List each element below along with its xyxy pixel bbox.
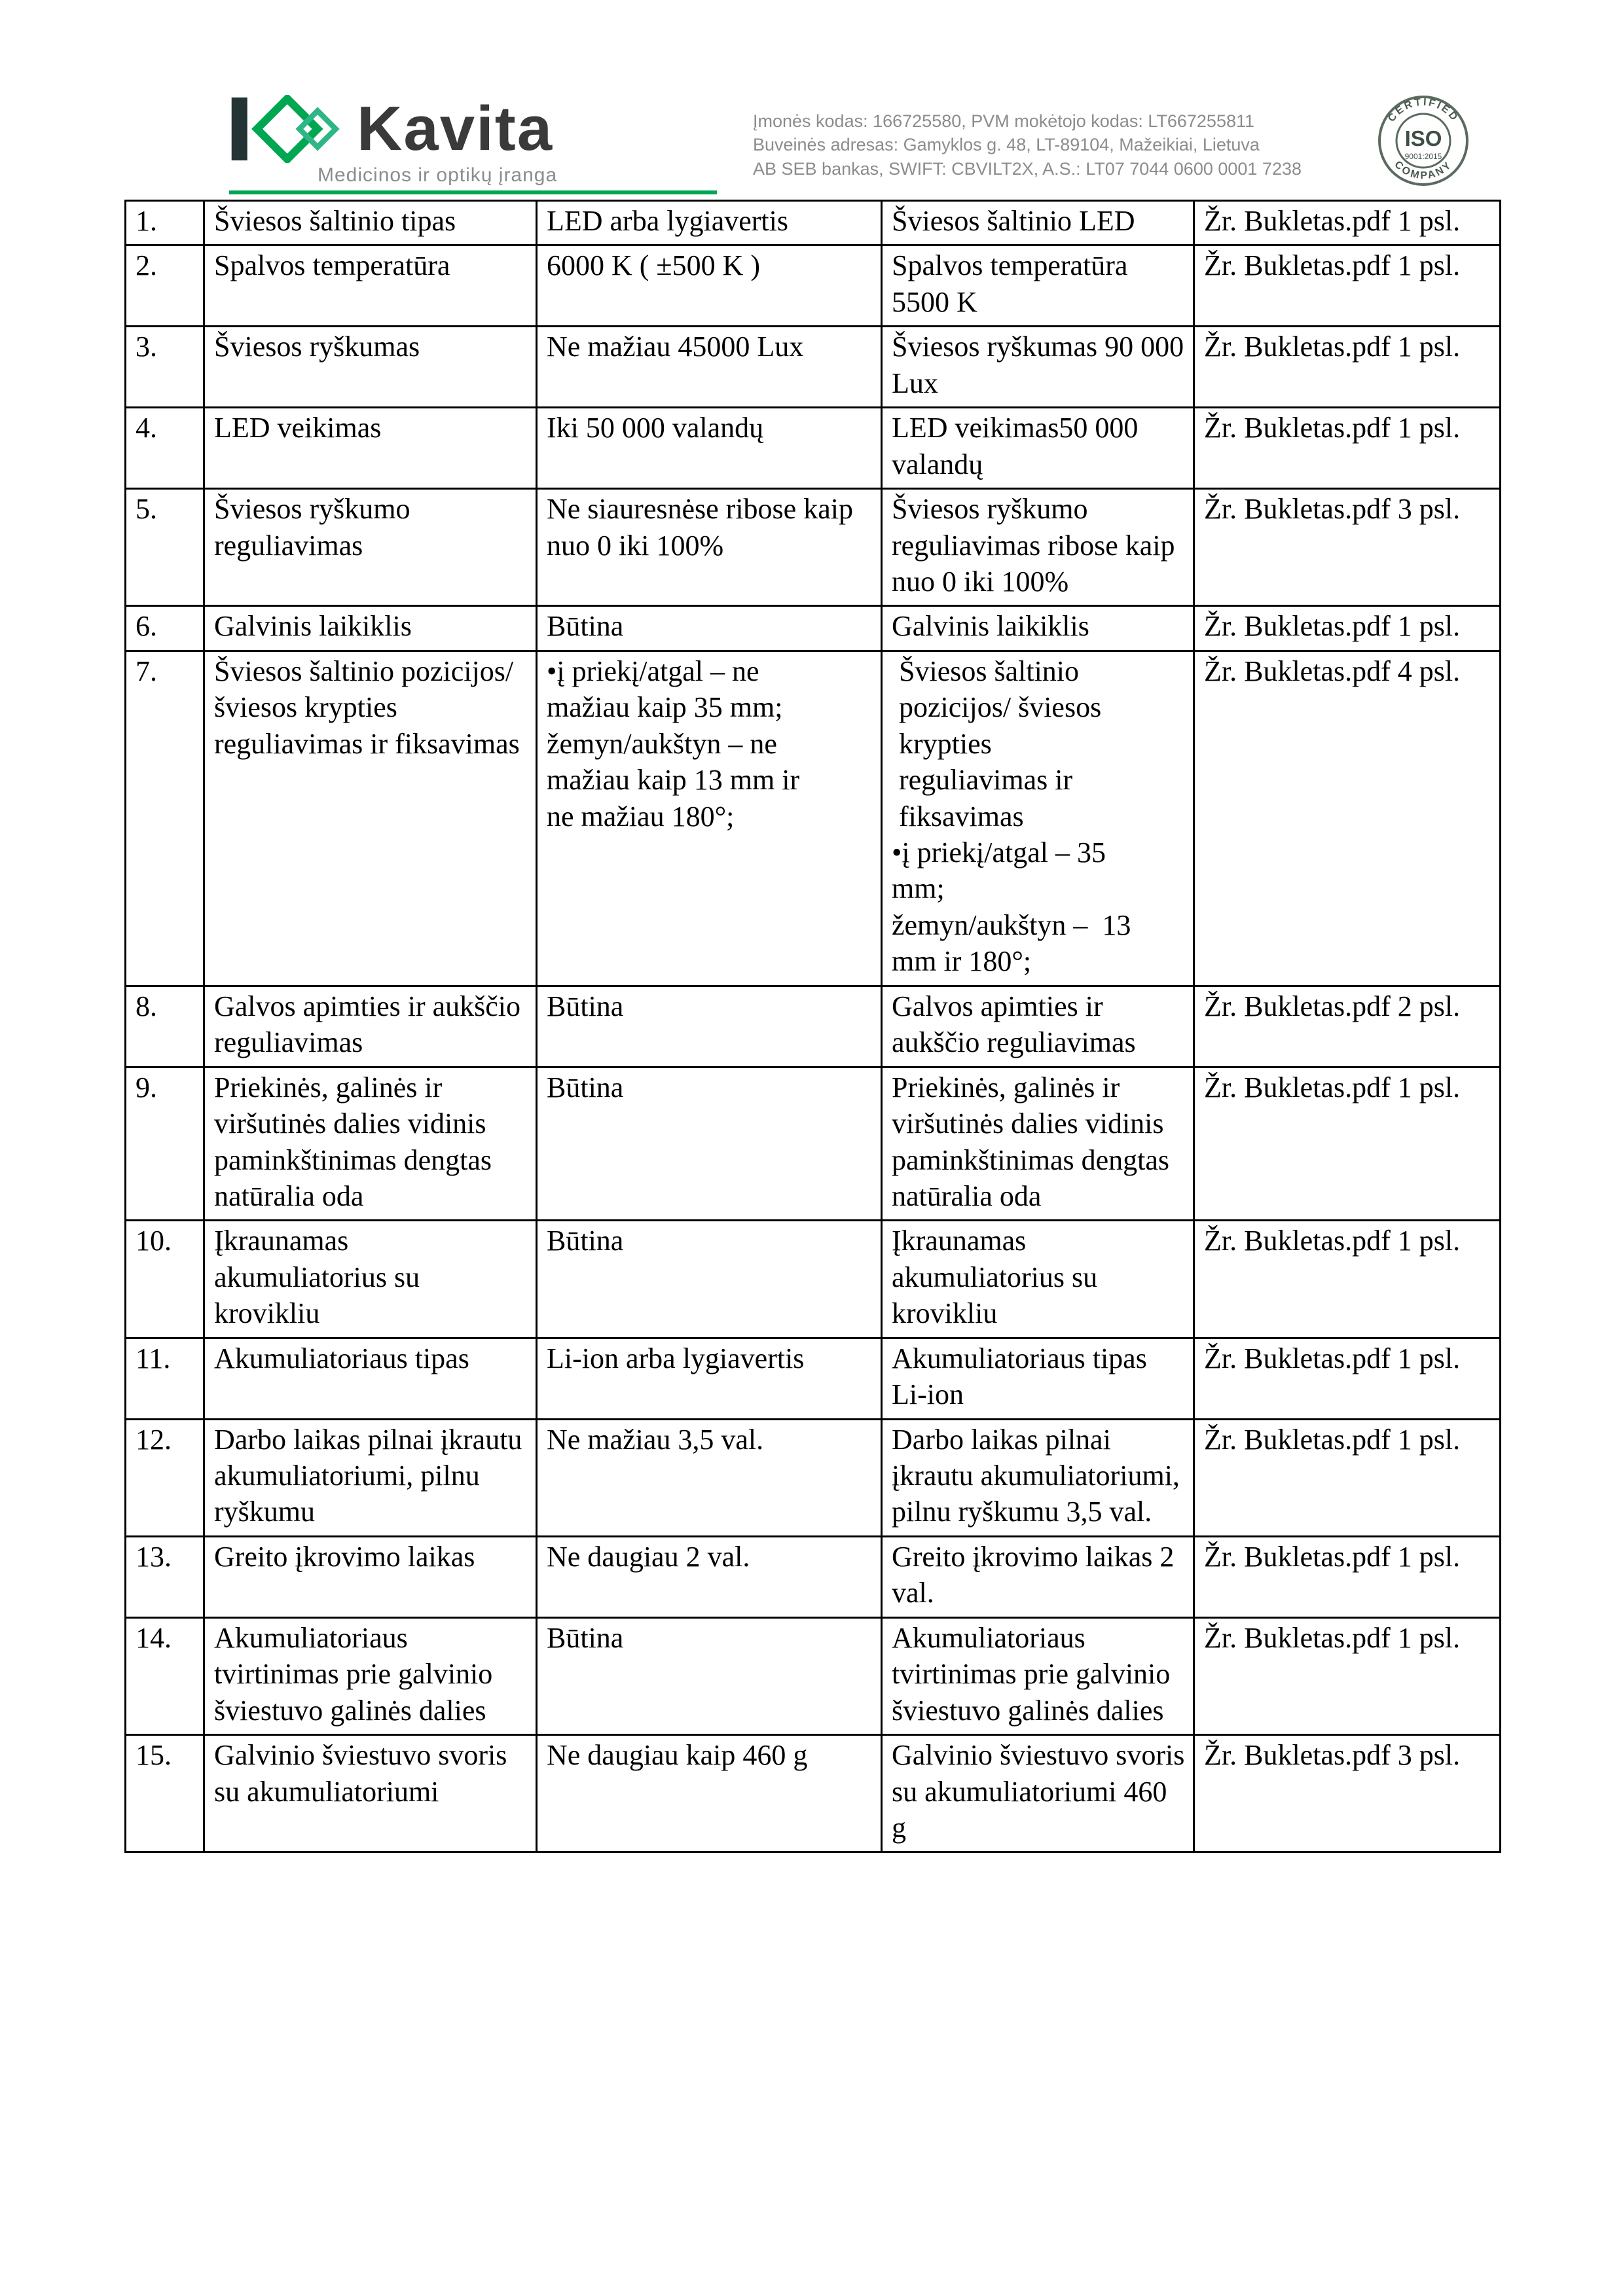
cell-required-value: •į priekį/atgal – ne mažiau kaip 35 mm; žemyn/aukštyn – ne mažiau kaip 13 mm ir ne mažiau 180°; xyxy=(537,651,882,986)
spec-table-container xyxy=(0,194,1623,1853)
cell-reference: Žr. Bukletas.pdf 1 psl. xyxy=(1194,201,1501,245)
cell-requirement-name: Galvinio šviestuvo svoris su akumuliatoriumi xyxy=(204,1735,537,1852)
company-info-line: AB SEB bankas, SWIFT: CBVILT2X, A.S.: LT07 7044 0600 0001 7238 xyxy=(753,158,1302,179)
table-row xyxy=(126,1419,1501,1536)
cell-reference: Žr. Bukletas.pdf 1 psl. xyxy=(1194,1338,1501,1419)
table-row xyxy=(126,1221,1501,1338)
cell-offered-value: Akumuliatoriaus tipas Li-ion xyxy=(882,1338,1194,1419)
cell-row-number: 9. xyxy=(126,1067,204,1221)
cell-offered-value: LED veikimas50 000 valandų xyxy=(882,408,1194,489)
cell-row-number: 11. xyxy=(126,1338,204,1419)
cell-required-value: Ne siauresnėse ribose kaip nuo 0 iki 100% xyxy=(537,489,882,606)
table-row xyxy=(126,201,1501,245)
table-row xyxy=(126,408,1501,489)
company-info xyxy=(753,109,1302,181)
spec-table xyxy=(124,200,1501,1853)
table-row xyxy=(126,1067,1501,1221)
table-row xyxy=(126,1735,1501,1852)
table-row xyxy=(126,327,1501,408)
kavita-logo-mark-icon xyxy=(229,95,350,163)
letterhead xyxy=(0,0,1623,194)
table-row xyxy=(126,489,1501,606)
cell-row-number: 7. xyxy=(126,651,204,986)
cell-row-number: 10. xyxy=(126,1221,204,1338)
table-row xyxy=(126,1338,1501,1419)
cell-required-value: Būtina xyxy=(537,1617,882,1734)
kavita-logo xyxy=(229,95,717,194)
cell-requirement-name: Įkraunamas akumuliatorius su krovikliu xyxy=(204,1221,537,1338)
iso-certified-badge xyxy=(1377,95,1469,190)
cell-offered-value: Šviesos šaltinio pozicijos/ šviesos krypties reguliavimas ir fiksavimas •į priekį/atgal – 35 mm; žemyn/aukštyn – 13 mm ir 180°; xyxy=(882,651,1194,986)
cell-offered-value: Galvos apimties ir aukščio reguliavimas xyxy=(882,986,1194,1067)
cell-reference: Žr. Bukletas.pdf 1 psl. xyxy=(1194,1067,1501,1221)
cell-row-number: 2. xyxy=(126,245,204,327)
cell-required-value: Būtina xyxy=(537,986,882,1067)
cell-reference: Žr. Bukletas.pdf 3 psl. xyxy=(1194,489,1501,606)
cell-reference: Žr. Bukletas.pdf 1 psl. xyxy=(1194,245,1501,327)
cell-requirement-name: Galvos apimties ir aukščio reguliavimas xyxy=(204,986,537,1067)
cell-reference: Žr. Bukletas.pdf 1 psl. xyxy=(1194,408,1501,489)
cell-offered-value: Akumuliatoriaus tvirtinimas prie galvinio šviestuvo galinės dalies xyxy=(882,1617,1194,1734)
badge-iso-text: ISO xyxy=(1404,126,1442,151)
cell-required-value: Li-ion arba lygiavertis xyxy=(537,1338,882,1419)
table-row xyxy=(126,986,1501,1067)
cell-row-number: 6. xyxy=(126,606,204,651)
cell-offered-value: Priekinės, galinės ir viršutinės dalies vidinis paminkštinimas dengtas natūralia oda xyxy=(882,1067,1194,1221)
brand-tagline: Medicinos ir optikų įranga xyxy=(318,164,558,186)
table-row xyxy=(126,245,1501,327)
cell-offered-value: Darbo laikas pilnai įkrautu akumuliatoriumi, pilnu ryškumu 3,5 val. xyxy=(882,1419,1194,1536)
cell-offered-value: Spalvos temperatūra 5500 K xyxy=(882,245,1194,327)
cell-requirement-name: Greito įkrovimo laikas xyxy=(204,1536,537,1617)
cell-required-value: 6000 K ( ±500 K ) xyxy=(537,245,882,327)
cell-reference: Žr. Bukletas.pdf 1 psl. xyxy=(1194,606,1501,651)
company-info-line: Buveinės adresas: Gamyklos g. 48, LT-89104, Mažeikiai, Lietuva xyxy=(753,135,1260,155)
cell-row-number: 13. xyxy=(126,1536,204,1617)
cell-reference: Žr. Bukletas.pdf 1 psl. xyxy=(1194,1536,1501,1617)
cell-required-value: Ne mažiau 3,5 val. xyxy=(537,1419,882,1536)
company-info-line: Įmonės kodas: 166725580, PVM mokėtojo kodas: LT667255811 xyxy=(753,111,1255,131)
cell-required-value: Iki 50 000 valandų xyxy=(537,408,882,489)
cell-required-value: LED arba lygiavertis xyxy=(537,201,882,245)
iso-badge-icon xyxy=(1377,95,1469,187)
cell-required-value: Ne mažiau 45000 Lux xyxy=(537,327,882,408)
cell-requirement-name: LED veikimas xyxy=(204,408,537,489)
cell-requirement-name: Šviesos šaltinio tipas xyxy=(204,201,537,245)
cell-offered-value: Greito įkrovimo laikas 2 val. xyxy=(882,1536,1194,1617)
cell-offered-value: Šviesos ryškumas 90 000 Lux xyxy=(882,327,1194,408)
cell-offered-value: Įkraunamas akumuliatorius su krovikliu xyxy=(882,1221,1194,1338)
cell-requirement-name: Galvinis laikiklis xyxy=(204,606,537,651)
cell-required-value: Ne daugiau 2 val. xyxy=(537,1536,882,1617)
cell-row-number: 8. xyxy=(126,986,204,1067)
badge-arc-bottom-text: COMPANY xyxy=(1392,158,1455,182)
badge-arc-top-text: CERTIFIED xyxy=(1386,96,1461,124)
cell-required-value: Ne daugiau kaip 460 g xyxy=(537,1735,882,1852)
cell-reference: Žr. Bukletas.pdf 1 psl. xyxy=(1194,1419,1501,1536)
cell-reference: Žr. Bukletas.pdf 1 psl. xyxy=(1194,1617,1501,1734)
cell-requirement-name: Spalvos temperatūra xyxy=(204,245,537,327)
cell-reference: Žr. Bukletas.pdf 2 psl. xyxy=(1194,986,1501,1067)
spec-table-body xyxy=(126,201,1501,1852)
cell-requirement-name: Priekinės, galinės ir viršutinės dalies vidinis paminkštinimas dengtas natūralia oda xyxy=(204,1067,537,1221)
cell-reference: Žr. Bukletas.pdf 3 psl. xyxy=(1194,1735,1501,1852)
cell-reference: Žr. Bukletas.pdf 4 psl. xyxy=(1194,651,1501,986)
cell-requirement-name: Šviesos šaltinio pozicijos/ šviesos krypties reguliavimas ir fiksavimas xyxy=(204,651,537,986)
cell-row-number: 3. xyxy=(126,327,204,408)
cell-requirement-name: Darbo laikas pilnai įkrautu akumuliatoriumi, pilnu ryškumu xyxy=(204,1419,537,1536)
cell-requirement-name: Akumuliatoriaus tvirtinimas prie galvinio šviestuvo galinės dalies xyxy=(204,1617,537,1734)
cell-row-number: 5. xyxy=(126,489,204,606)
cell-offered-value: Galvinis laikiklis xyxy=(882,606,1194,651)
cell-required-value: Būtina xyxy=(537,606,882,651)
cell-reference: Žr. Bukletas.pdf 1 psl. xyxy=(1194,1221,1501,1338)
cell-requirement-name: Šviesos ryškumas xyxy=(204,327,537,408)
table-row xyxy=(126,651,1501,986)
cell-row-number: 4. xyxy=(126,408,204,489)
cell-requirement-name: Akumuliatoriaus tipas xyxy=(204,1338,537,1419)
badge-standard-text: 9001:2015 xyxy=(1404,152,1442,161)
cell-requirement-name: Šviesos ryškumo reguliavimas xyxy=(204,489,537,606)
cell-offered-value: Šviesos ryškumo reguliavimas ribose kaip nuo 0 iki 100% xyxy=(882,489,1194,606)
table-row xyxy=(126,1536,1501,1617)
brand-name: Kavita xyxy=(357,94,554,164)
cell-row-number: 14. xyxy=(126,1617,204,1734)
table-row xyxy=(126,1617,1501,1734)
cell-row-number: 15. xyxy=(126,1735,204,1852)
cell-offered-value: Galvinio šviestuvo svoris su akumuliatoriumi 460 g xyxy=(882,1735,1194,1852)
cell-required-value: Būtina xyxy=(537,1067,882,1221)
cell-reference: Žr. Bukletas.pdf 1 psl. xyxy=(1194,327,1501,408)
cell-required-value: Būtina xyxy=(537,1221,882,1338)
table-row xyxy=(126,606,1501,651)
cell-row-number: 1. xyxy=(126,201,204,245)
cell-row-number: 12. xyxy=(126,1419,204,1536)
cell-offered-value: Šviesos šaltinio LED xyxy=(882,201,1194,245)
